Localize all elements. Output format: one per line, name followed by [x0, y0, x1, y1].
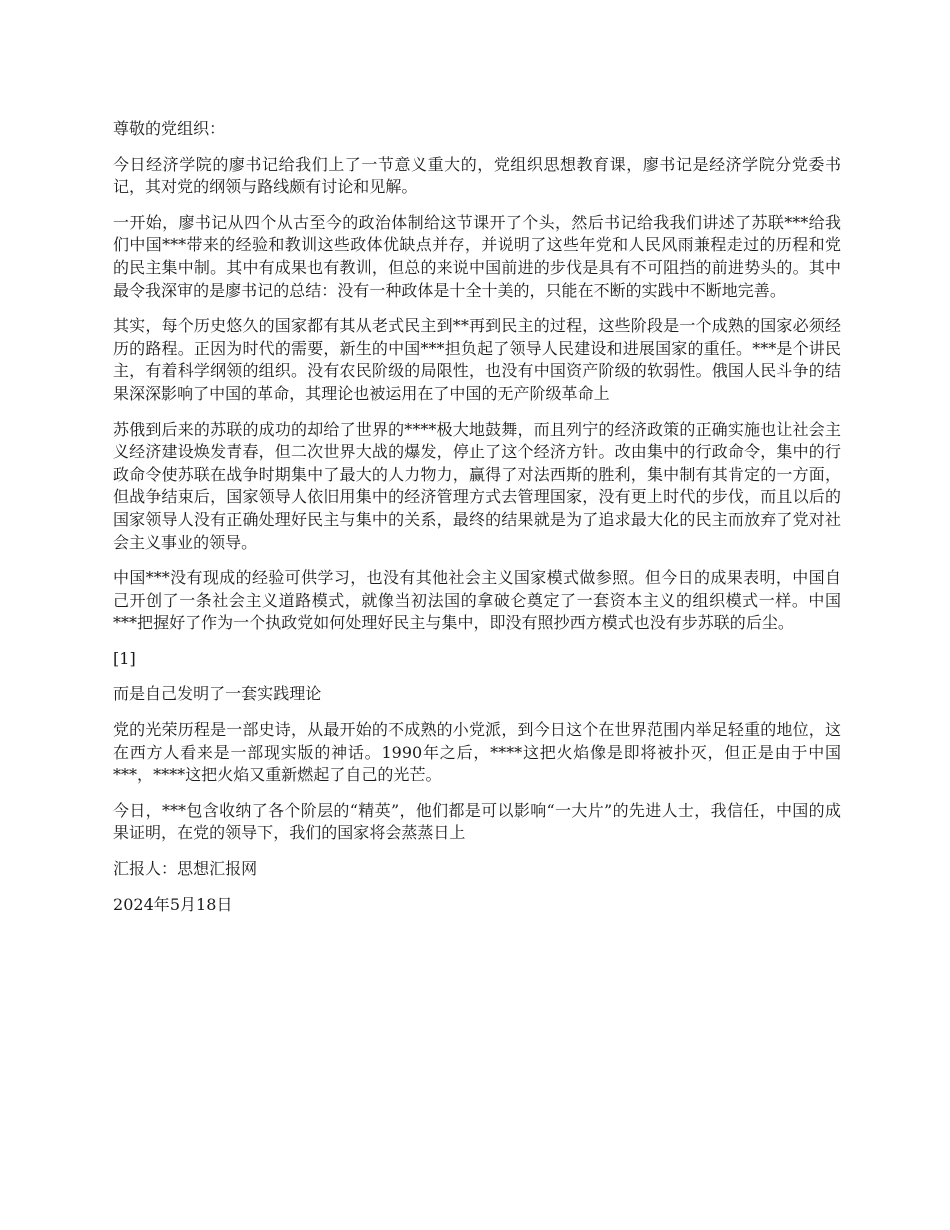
paragraph-8: 今日，***包含收纳了各个阶层的“精英”，他们都是可以影响“一大片”的先进人士，我信任，中国的成果证明，在党的领导下，我们的国家将会蒸蒸日上	[113, 800, 841, 843]
paragraph-4: 苏俄到后来的苏联的成功的却给了世界的****极大地鼓舞，而且列宁的经济政策的正确实施也让社会主义经济建设焕发青春，但二次世界大战的爆发，停止了这个经济方针。改由集中的行政命令，集中的行政命令使苏联在战争时期集中了最大的人力物力，赢得了对法西斯的胜利，集中制有其肯定的一方面，但战争结束后，国家领导人依旧用集中的经济管理方式去管理国家，没有更上时代的步伐，而且以后的国家领导人没有正确处理好民主与集中的关系，最终的结果就是为了追求最大化的民主而放弃了党对社会主义事业的领导。	[113, 419, 841, 552]
document-body	[113, 118, 841, 929]
salutation: 尊敬的党组织：	[113, 119, 226, 138]
paragraph-7: 党的光荣历程是一部史诗，从最开始的不成熟的小党派，到今日这个在世界范围内举足轻重的地位，这在西方人看来是一部现实版的神话。1990年之后，****这把火焰像是即将被扑灭，但正是由于中国***，****这把火焰又重新燃起了自己的光芒。	[113, 720, 841, 785]
paragraph-2: 一开始，廖书记从四个从古至今的政治体制给这节课开了个头，然后书记给我我们讲述了苏联***给我们中国***带来的经验和教训这些政体优缺点并存，并说明了这些年党和人民风雨兼程走过的历程和党的民主集中制。其中有成果也有教训，但总的来说中国前进的步伐是具有不可阻挡的前进势头的。其中最令我深审的是廖书记的总结：没有一种政体是十全十美的，只能在不断的实践中不断地完善。	[113, 212, 841, 300]
footnote-marker: [1]	[113, 648, 136, 668]
reporter-line: 汇报人：思想汇报网	[113, 859, 258, 879]
paragraph-1: 今日经济学院的廖书记给我们上了一节意义重大的，党组织思想教育课，廖书记是经济学院分党委书记，其对党的纲领与路线颇有讨论和见解。	[113, 154, 841, 197]
paragraph-5: 中国***没有现成的经验可供学习，也没有其他社会主义国家模式做参照。但今日的成果表明，中国自己开创了一条社会主义道路模式，就像当初法国的拿破仑奠定了一套资本主义的组织模式一样。中国***把握好了作为一个执政党如何处理好民主与集中，即没有照抄西方模式也没有步苏联的后尘。	[113, 568, 841, 633]
date-line: 2024年5月18日	[113, 894, 233, 914]
paragraph-6: 而是自己发明了一套实践理论	[113, 684, 322, 704]
paragraph-3: 其实，每个历史悠久的国家都有其从老式民主到**再到民主的过程，这些阶段是一个成熟的国家必须经历的路程。正因为时代的需要，新生的中国***担负起了领导人民建设和进展国家的重任。***是个讲民主，有着科学纲领的组织。没有农民阶级的局限性，也没有中国资产阶级的软弱性。俄国人民斗争的结果深深影响了中国的革命，其理论也被运用在了中国的无产阶级革命上	[113, 316, 841, 403]
